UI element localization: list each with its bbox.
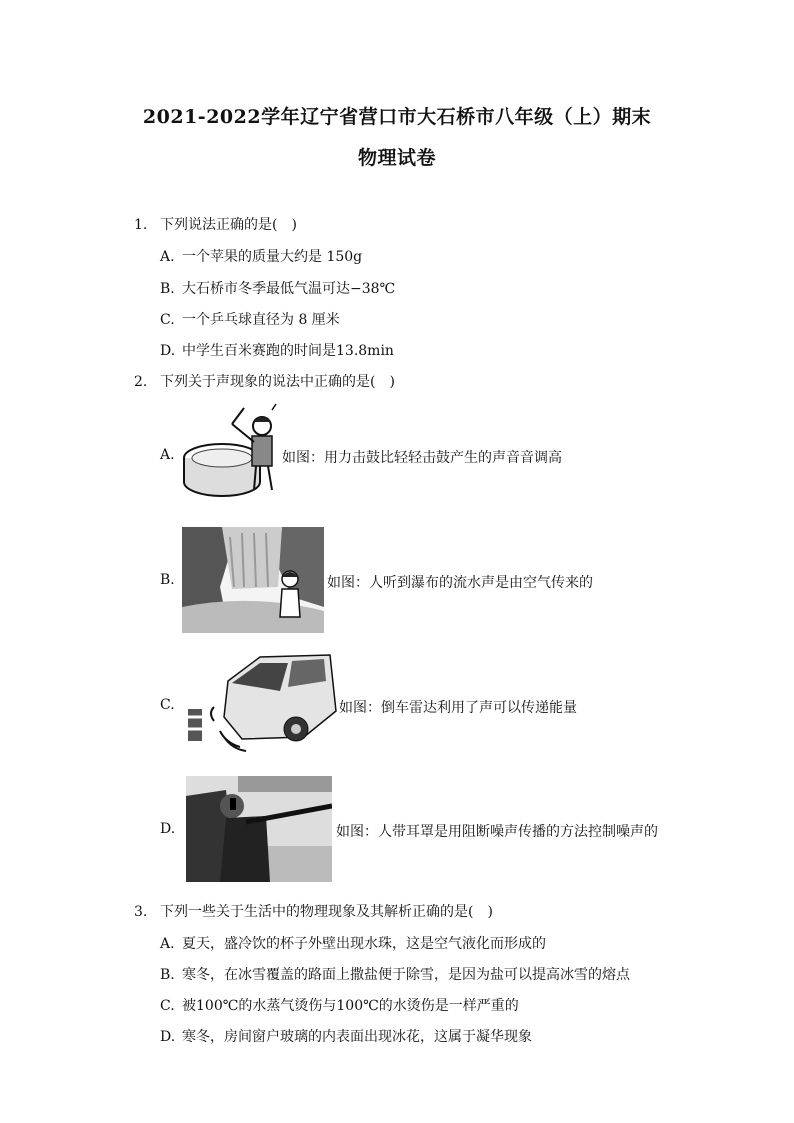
option-label: D. bbox=[160, 821, 176, 837]
option-label: A. bbox=[160, 447, 175, 463]
q3-option-c bbox=[160, 995, 519, 1015]
option-label: C. bbox=[160, 697, 175, 713]
option-text: 如图：用力击鼓比轻轻击鼓产生的声音音调高 bbox=[282, 450, 562, 466]
question-1 bbox=[134, 214, 297, 234]
option-text: 如图：倒车雷达利用了声可以传递能量 bbox=[339, 700, 577, 716]
exam-title-line1: 2021-2022学年辽宁省营口市大石桥市八年级（上）期末 bbox=[142, 106, 652, 128]
option-label: B. bbox=[160, 967, 175, 983]
question-stem: 下列关于声现象的说法中正确的是( ) bbox=[160, 374, 395, 390]
q1-option-c bbox=[160, 309, 340, 329]
option-text: 中学生百米赛跑的时间是13.8min bbox=[182, 343, 394, 359]
option-text: 寒冬，房间窗户玻璃的内表面出现冰花，这属于凝华现象 bbox=[182, 1029, 532, 1045]
option-label: B. bbox=[160, 281, 175, 297]
shooter-earmuffs-illustration bbox=[186, 776, 332, 882]
exam-title-line2: 物理试卷 bbox=[357, 147, 436, 169]
option-label: A. bbox=[160, 249, 175, 265]
q3-option-b bbox=[160, 964, 630, 984]
q2-option-a bbox=[160, 400, 620, 510]
question-3 bbox=[134, 901, 493, 921]
option-text: 夏天，盛冷饮的杯子外壁出现水珠，这是空气液化而形成的 bbox=[182, 936, 546, 952]
question-stem: 下列说法正确的是( ) bbox=[160, 217, 297, 233]
q2-option-c bbox=[160, 651, 620, 757]
question-number: 3. bbox=[134, 904, 148, 920]
option-label: D. bbox=[160, 343, 176, 359]
option-label: B. bbox=[160, 572, 175, 588]
option-text: 大石桥市冬季最低气温可达−38℃ bbox=[182, 281, 396, 297]
question-stem: 下列一些关于生活中的物理现象及其解析正确的是( ) bbox=[160, 904, 493, 920]
question-2 bbox=[134, 371, 395, 391]
option-text: 如图：人带耳罩是用阻断噪声传播的方法控制噪声的 bbox=[336, 824, 658, 840]
q1-option-b bbox=[160, 278, 395, 298]
option-text: 寒冬，在冰雪覆盖的路面上撒盐便于除雪，是因为盐可以提高冰雪的熔点 bbox=[182, 967, 630, 983]
option-label: D. bbox=[160, 1029, 176, 1045]
drum-illustration bbox=[182, 402, 282, 506]
option-label: C. bbox=[160, 998, 175, 1014]
option-label: C. bbox=[160, 312, 175, 328]
question-number: 2. bbox=[134, 374, 148, 390]
option-text: 一个乒乓球直径为 8 厘米 bbox=[182, 312, 340, 328]
q1-option-a bbox=[160, 246, 362, 266]
parking-sensor-car-illustration bbox=[184, 651, 338, 757]
q1-option-d bbox=[160, 340, 394, 360]
q2-option-b bbox=[160, 527, 620, 633]
option-text: 如图：人听到瀑布的流水声是由空气传来的 bbox=[327, 575, 593, 591]
option-text: 被100℃的水蒸气烫伤与100℃的水烫伤是一样严重的 bbox=[182, 998, 519, 1014]
q3-option-d bbox=[160, 1026, 532, 1046]
waterfall-illustration bbox=[182, 527, 324, 633]
option-label: A. bbox=[160, 936, 175, 952]
question-number: 1. bbox=[134, 217, 148, 233]
option-text: 一个苹果的质量大约是 150g bbox=[182, 249, 363, 265]
q2-option-d bbox=[160, 776, 680, 882]
q3-option-a bbox=[160, 933, 546, 953]
